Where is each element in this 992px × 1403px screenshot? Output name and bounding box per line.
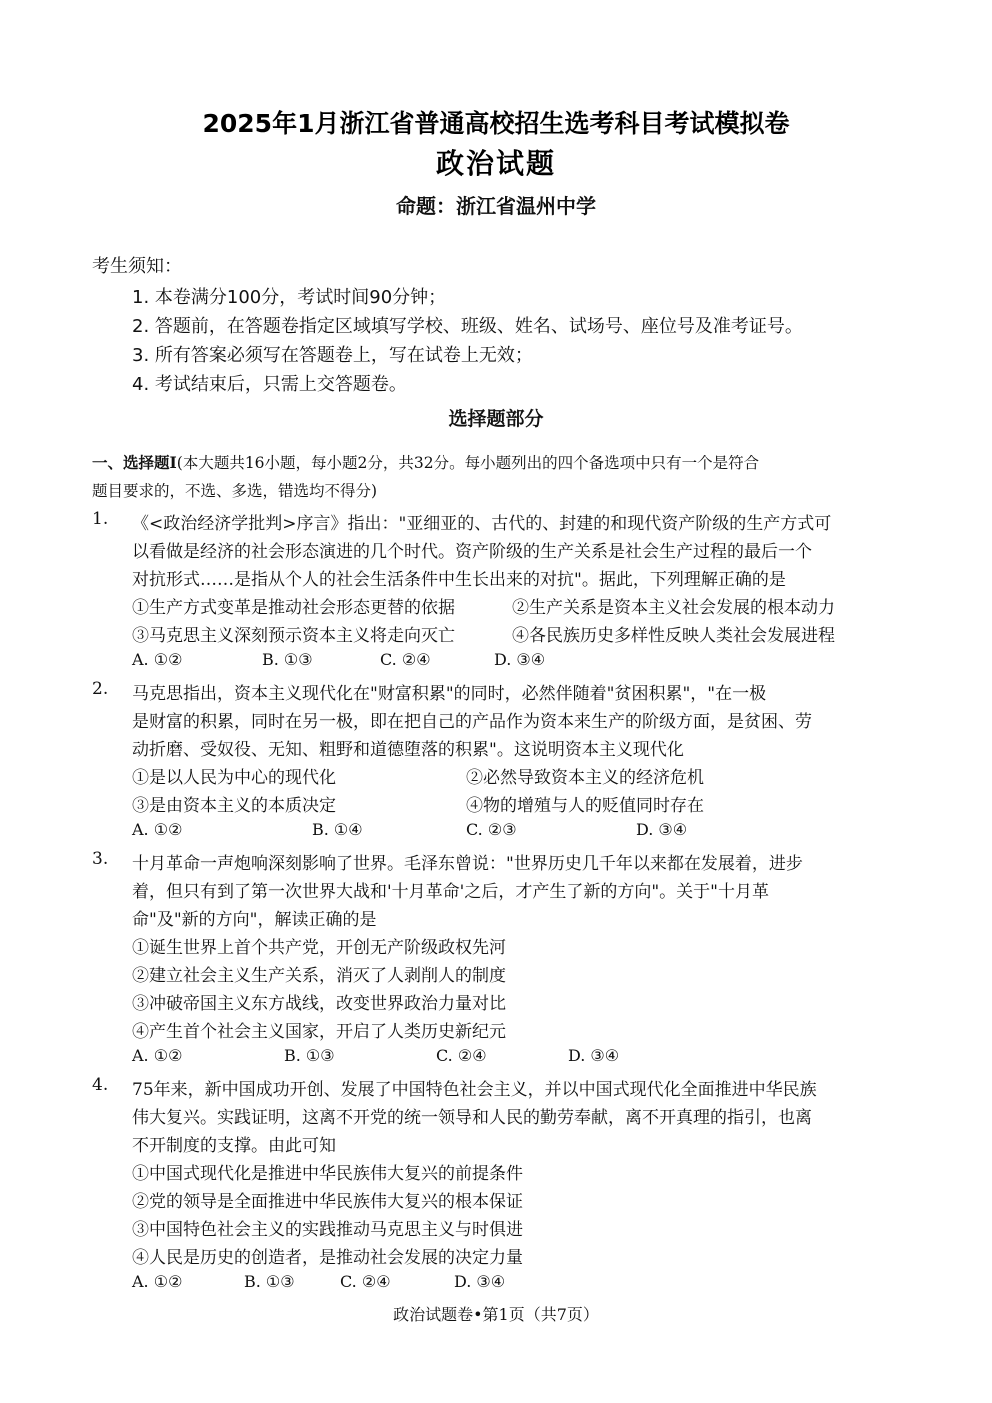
notice-item: 2. 答题前，在答题卷指定区域填写学校、班级、姓名、试场号、座位号及准考证号。: [132, 316, 803, 337]
question-stem-line: 对抗形式……是指从个人的社会生活条件中生长出来的对抗"。据此，下列理解正确的是: [132, 570, 786, 590]
question-stem-line: 着，但只有到了第一次世界大战和'十月革命'之后，才产生了新的方向"。关于"十月革: [132, 882, 769, 902]
question-statement: ①诞生世界上首个共产党，开创无产阶级政权先河: [132, 938, 506, 958]
question-statement: ②生产关系是资本主义社会发展的根本动力: [512, 598, 835, 618]
answer-option-d: D. ③④: [636, 820, 688, 839]
question-statement: ②必然导致资本主义的经济危机: [466, 768, 704, 788]
question-stem-line: 不开制度的支撑。由此可知: [132, 1136, 336, 1156]
question-stem-line: 以看做是经济的社会形态演进的几个时代。资产阶级的生产关系是社会生产过程的最后一个: [132, 542, 812, 562]
exam-title: 2025年1月浙江省普通高校招生选考科目考试模拟卷: [202, 109, 790, 138]
page-footer: 政治试题卷•第1页（共7页）: [393, 1305, 599, 1324]
answer-option-b: B. ①③: [262, 650, 313, 669]
question-statement: ④产生首个社会主义国家，开启了人类历史新纪元: [132, 1022, 506, 1042]
notice-item: 3. 所有答案必须写在答题卷上，写在试卷上无效；: [132, 345, 533, 366]
notice-item: 4. 考试结束后，只需上交答题卷。: [132, 374, 407, 395]
answer-option-b: B. ①③: [244, 1272, 295, 1291]
notice-title: 考生须知：: [92, 256, 182, 277]
question-statement: ④物的增殖与人的贬值同时存在: [466, 796, 704, 816]
answer-option-d: D. ③④: [454, 1272, 506, 1291]
question-stem-line: 是财富的积累，同时在另一极，即在把自己的产品作为资本来生产的阶级方面，是贫困、劳: [132, 712, 812, 732]
answer-option-a: A. ①②: [132, 1272, 183, 1291]
question-statement: ②党的领导是全面推进中华民族伟大复兴的根本保证: [132, 1192, 523, 1212]
question-stem-line: 马克思指出，资本主义现代化在"财富积累"的同时，必然伴随着"贫困积累"，"在一极: [132, 684, 767, 704]
question-statement: ②建立社会主义生产关系，消灭了人剥削人的制度: [132, 966, 506, 986]
section-heading: 一、选择题Ⅰ: [92, 453, 177, 472]
question-stem-line: 伟大复兴。实践证明，这离不开党的统一领导和人民的勤劳奉献，离不开真理的指引，也离: [132, 1108, 812, 1128]
answer-option-a: A. ①②: [132, 820, 183, 839]
question-statement: ④各民族历史多样性反映人类社会发展进程: [512, 626, 835, 646]
question-statement: ③中国特色社会主义的实践推动马克思主义与时俱进: [132, 1220, 523, 1240]
exam-author: 命题：浙江省温州中学: [396, 194, 596, 218]
answer-option-d: D. ③④: [568, 1046, 620, 1065]
question-stem-line: 动折磨、受奴役、无知、粗野和道德堕落的积累"。这说明资本主义现代化: [132, 740, 684, 760]
question-number: 2.: [92, 679, 109, 699]
question-number: 4.: [92, 1075, 109, 1095]
section-instruction-line2: 题目要求的，不选、多选，错选均不得分): [92, 482, 378, 500]
answer-option-b: B. ①③: [284, 1046, 335, 1065]
question-statement: ③冲破帝国主义东方战线，改变世界政治力量对比: [132, 994, 506, 1014]
question-number: 1.: [92, 509, 109, 529]
section-instruction: [92, 451, 759, 473]
answer-option-c: C. ②④: [436, 1046, 487, 1065]
notice-item: 1. 本卷满分100分，考试时间90分钟；: [132, 287, 447, 308]
exam-subtitle: 政治试题: [435, 147, 556, 180]
answer-option-c: C. ②③: [466, 820, 517, 839]
answer-option-b: B. ①④: [312, 820, 363, 839]
answer-option-d: D. ③④: [494, 650, 546, 669]
section-title: 选择题部分: [448, 408, 544, 430]
question-statement: ③是由资本主义的本质决定: [132, 796, 336, 816]
answer-option-a: A. ①②: [132, 1046, 183, 1065]
question-statement: ①是以人民为中心的现代化: [132, 768, 336, 788]
answer-option-c: C. ②④: [340, 1272, 391, 1291]
answer-option-a: A. ①②: [132, 650, 183, 669]
question-statement: ③马克思主义深刻预示资本主义将走向灭亡: [132, 626, 455, 646]
question-stem-line: 命"及"新的方向"，解读正确的是: [132, 910, 377, 930]
question-stem-line: 《<政治经济学批判>序言》指出："亚细亚的、古代的、封建的和现代资产阶级的生产方式可: [132, 514, 832, 534]
question-number: 3.: [92, 849, 109, 869]
question-statement: ①生产方式变革是推动社会形态更替的依据: [132, 598, 455, 618]
section-instruction-line1: (本大题共16小题，每小题2分，共32分。每小题列出的四个备选项中只有一个是符合: [176, 454, 760, 472]
question-statement: ④人民是历史的创造者，是推动社会发展的决定力量: [132, 1248, 523, 1268]
question-stem-line: 75年来，新中国成功开创、发展了中国特色社会主义，并以中国式现代化全面推进中华民族: [132, 1080, 817, 1100]
question-statement: ①中国式现代化是推进中华民族伟大复兴的前提条件: [132, 1164, 523, 1184]
question-stem-line: 十月革命一声炮响深刻影响了世界。毛泽东曾说："世界历史几千年以来都在发展着，进步: [132, 854, 803, 874]
answer-option-c: C. ②④: [380, 650, 431, 669]
